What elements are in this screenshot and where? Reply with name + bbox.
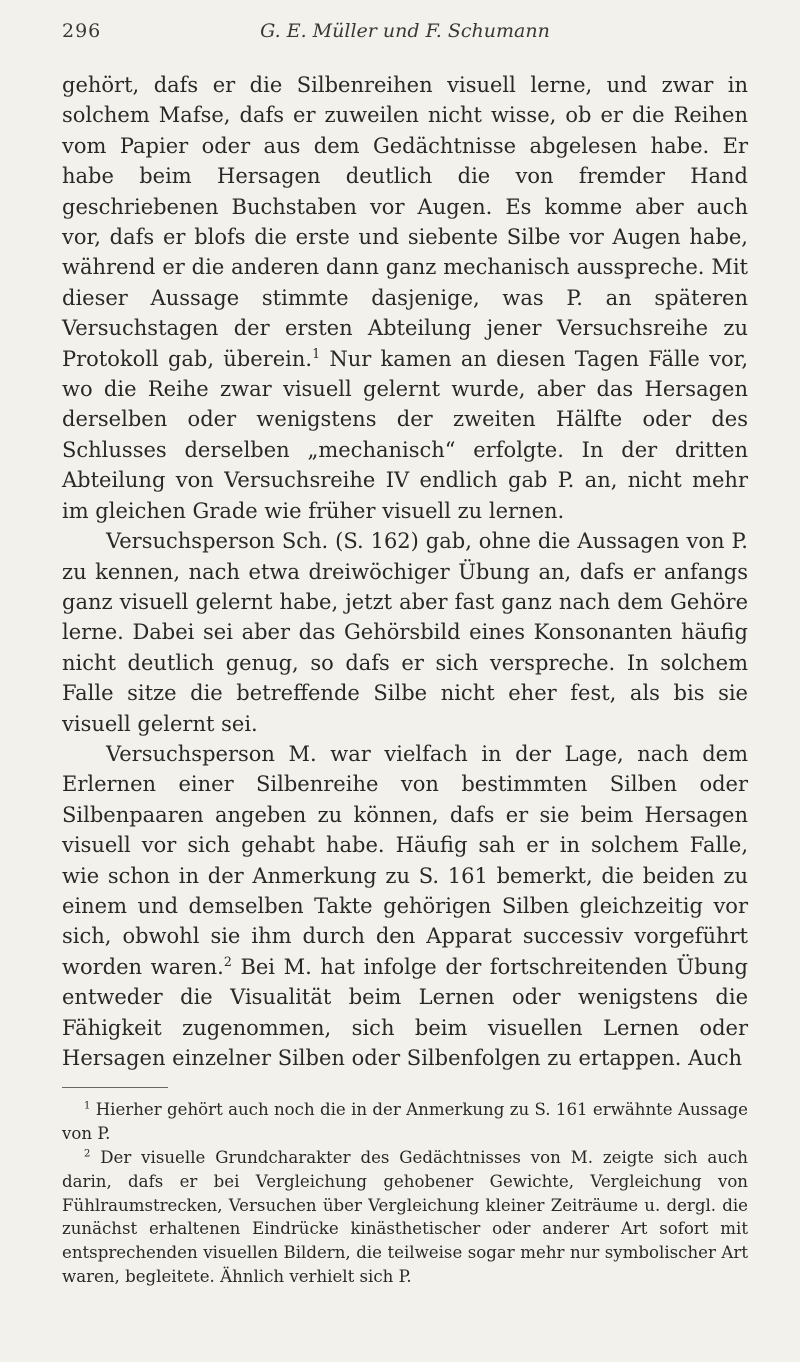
footnotes <box>62 1098 748 1288</box>
footnote-mark: 2 <box>84 1148 91 1160</box>
footnote-text: Der visuelle Grundcharakter des Gedächtnisses von M. zeigte sich auch darin, dafs er bei Vergleichung gehobener Gewichte, Vergleichung von Fühlraumstrecken, Versuchen über Vergleichung kleiner Zeiträume u. dergl. die zunächst erhaltenen Eindrücke kinästhetischer oder anderer Art sofort mit entsprechenden visuellen Bildern, die teilweise sogar mehr nur symbolischer Art waren, begleitete. Ähnlich verhielt sich P. <box>62 1148 748 1286</box>
page-number: 296 <box>62 20 102 42</box>
paragraph-text: Nur kamen an diesen Tagen Fälle vor, wo die Reihe zwar visuell gelernt wurde, aber das Hersagen derselben oder wenigstens der zweiten Hälfte oder des Schlusses derselben „mechanisch“ erfolgte. In der dritten Abteilung von Versuchsreihe IV endlich gab P. an, nicht mehr im gleichen Grade wie früher visuell zu lernen. <box>62 346 748 523</box>
paragraph-text: Bei M. hat infolge der fortschreitenden Übung entweder die Visualität beim Lernen oder wenigstens die Fähigkeit zugenommen, sich beim visuellen Lernen oder Hersagen einzelner Silben oder Silbenfolgen zu ertappen. Auch <box>62 954 749 1070</box>
footnote-mark: 1 <box>84 1100 91 1112</box>
page-header <box>62 20 748 48</box>
footnote-reference: 2 <box>223 953 232 969</box>
paragraph-text: gehört, dafs er die Silbenreihen visuell lerne, und zwar in solchem Mafse, dafs er zuweilen nicht wisse, ob er die Reihen vom Papier oder aus dem Gedächtnisse abgelesen habe. Er habe beim Hersagen deutlich die von fremder Hand geschriebenen Buchstaben vor Augen. Es komme aber auch vor, dafs er blofs die erste und siebente Silbe vor Augen habe, während er die anderen dann ganz mechanisch ausspreche. Mit dieser Aussage stimmte dasjenige, was P. an späteren Versuchstagen der ersten Abteilung jener Versuchsreihe zu Protokoll gab, überein. <box>62 73 748 371</box>
footnote-divider <box>62 1087 168 1088</box>
footnote-reference: 1 <box>312 345 321 361</box>
paragraph-text: Versuchsperson Sch. (S. 162) gab, ohne die Aussagen von P. zu kennen, nach etwa dreiwöchiger Übung an, dafs er anfangs ganz visuell gelernt habe, jetzt aber fast ganz nach dem Gehöre lerne. Dabei sei aber das Gehörsbild eines Konsonanten häufig nicht deutlich genug, so dafs er sich verspreche. In solchem Falle sitze die betreffende Silbe nicht eher fest, als bis sie visuell gelernt sei. <box>62 529 748 736</box>
body-text <box>62 70 748 1073</box>
paragraph <box>62 70 748 526</box>
paragraph-text: Versuchsperson M. war vielfach in der Lage, nach dem Erlernen einer Silbenreihe von bestimmten Silben oder Silbenpaaren angeben zu können, dafs er sie beim Hersagen visuell vor sich gehabt habe. Häufig sah er in solchem Falle, wie schon in der Anmerkung zu S. 161 bemerkt, die beiden zu einem und demselben Takte gehörigen Silben gleichzeitig vor sich, obwohl sie ihm durch den Apparat successiv vorgeführt worden waren. <box>62 741 748 979</box>
footnote <box>62 1146 748 1289</box>
paragraph <box>62 526 748 739</box>
running-head: G. E. Müller und F. Schumann <box>260 20 550 42</box>
paragraph <box>62 739 748 1073</box>
footnote-text: Hierher gehört auch noch die in der Anmerkung zu S. 161 erwähnte Aussage von P. <box>62 1100 749 1144</box>
footnote <box>62 1098 748 1146</box>
